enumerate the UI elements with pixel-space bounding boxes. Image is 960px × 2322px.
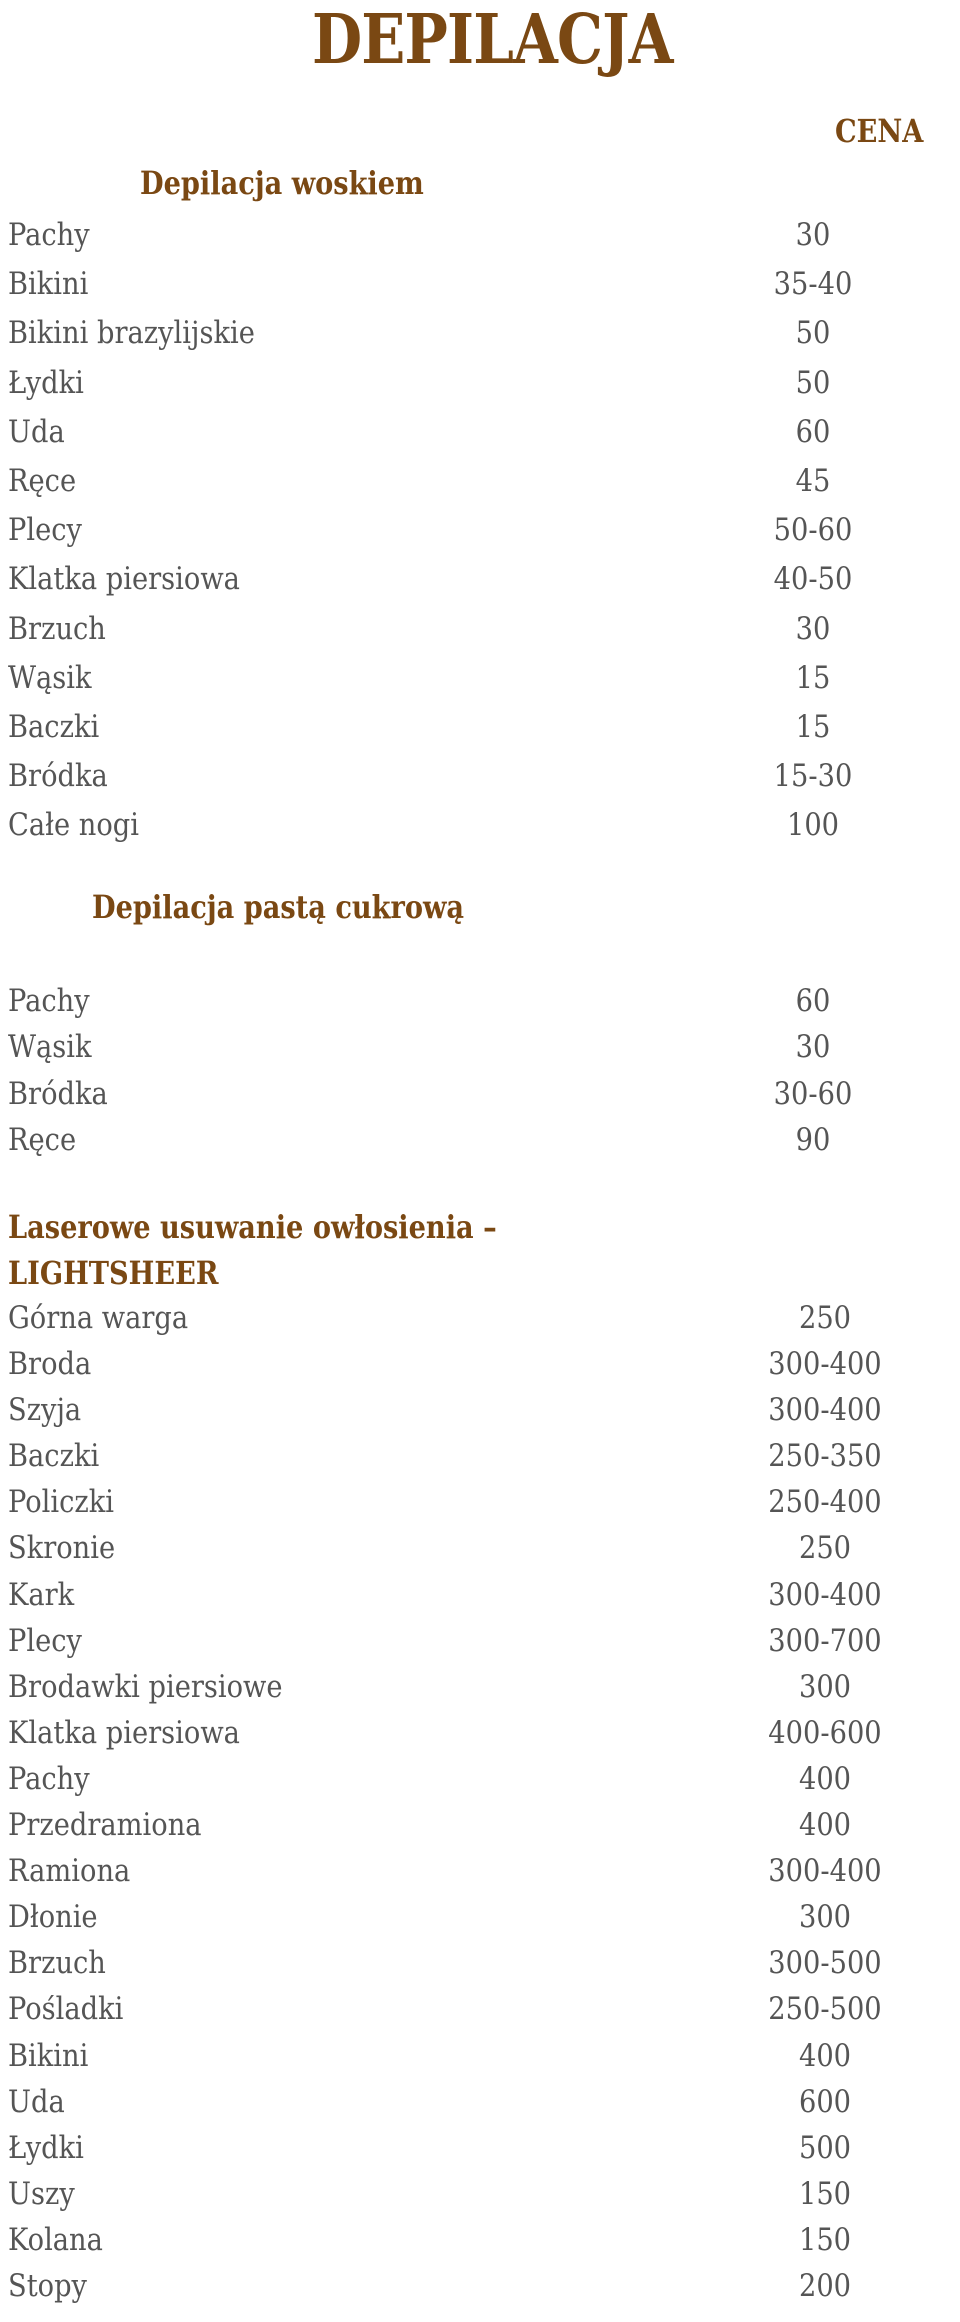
- service-price: 400: [798, 1807, 852, 1844]
- service-name: Uda: [8, 413, 65, 450]
- price-row: [8, 2263, 952, 2309]
- service-name: Ręce: [8, 1121, 77, 1158]
- price-row: [8, 408, 952, 457]
- service-name: Baczki: [8, 1438, 100, 1475]
- service-price: 200: [798, 2267, 852, 2304]
- price-row: [8, 1664, 952, 1710]
- price-row: [8, 555, 952, 604]
- section-heading-laser: Laserowe usuwanie owłosienia –: [8, 1208, 497, 1246]
- service-price: 90: [795, 1121, 831, 1158]
- service-price: 30: [795, 610, 831, 647]
- service-price: 400: [798, 2037, 852, 2074]
- service-name: Ramiona: [8, 1853, 131, 1890]
- service-price: 400: [798, 1760, 852, 1797]
- service-price: 600: [798, 2083, 852, 2120]
- price-row: [8, 1341, 952, 1387]
- service-name: Szyja: [8, 1392, 82, 1429]
- service-name: Brzuch: [8, 1945, 106, 1982]
- service-name: Pachy: [8, 217, 90, 253]
- service-name: Całe nogi: [8, 807, 139, 844]
- service-name: Stopy: [8, 2267, 87, 2304]
- price-row: [8, 1848, 952, 1894]
- service-name: Klatka piersiowa: [8, 1714, 240, 1751]
- service-name: Brodawki piersiowe: [8, 1668, 283, 1705]
- service-price: 60: [795, 983, 831, 1019]
- service-name: Klatka piersiowa: [8, 561, 240, 598]
- price-row: [8, 1940, 952, 1986]
- sugar-paste-price-list: [8, 978, 952, 1163]
- price-row: [8, 359, 952, 408]
- service-price: 35-40: [773, 266, 853, 303]
- service-price: 250-350: [768, 1438, 882, 1475]
- price-row: [8, 1295, 952, 1341]
- service-name: Baczki: [8, 708, 100, 745]
- service-price: 300: [798, 1899, 852, 1936]
- price-row: [8, 605, 952, 654]
- service-price: 300-400: [768, 1392, 882, 1429]
- service-price: 100: [786, 807, 840, 844]
- service-price: 150: [798, 2175, 852, 2212]
- service-name: Bródka: [8, 758, 108, 795]
- price-row: [8, 801, 952, 850]
- price-row: [8, 2217, 952, 2263]
- service-price: 50-60: [773, 512, 853, 549]
- service-price: 300-400: [768, 1576, 882, 1613]
- service-price: 500: [798, 2129, 852, 2166]
- service-name: Plecy: [8, 512, 82, 549]
- service-name: Plecy: [8, 1622, 82, 1659]
- service-price: 300-400: [768, 1346, 882, 1383]
- service-price: 250-400: [768, 1484, 882, 1521]
- service-price: 300-500: [768, 1945, 882, 1982]
- price-row: [8, 260, 952, 309]
- service-price: 250: [798, 1300, 852, 1336]
- service-name: Górna warga: [8, 1300, 189, 1336]
- price-row: [8, 1024, 952, 1070]
- service-price: 250-500: [768, 1991, 882, 2028]
- price-row: [8, 2171, 952, 2217]
- service-name: Wąsik: [8, 659, 92, 696]
- service-name: Przedramiona: [8, 1807, 202, 1844]
- service-price: 250: [798, 1530, 852, 1567]
- wax-price-list: [8, 211, 952, 850]
- service-name: Wąsik: [8, 1029, 92, 1066]
- service-price: 40-50: [773, 561, 853, 598]
- service-name: Kolana: [8, 2221, 103, 2258]
- price-column-header: CENA: [835, 112, 924, 150]
- price-row: [8, 703, 952, 752]
- price-row: [8, 1071, 952, 1117]
- price-row: [8, 1710, 952, 1756]
- service-name: Pachy: [8, 983, 90, 1019]
- service-price: 50: [795, 315, 831, 352]
- service-price: 30: [795, 217, 831, 253]
- price-row: [8, 506, 952, 555]
- service-name: Bródka: [8, 1075, 108, 1112]
- service-name: Brzuch: [8, 610, 106, 647]
- price-row: [8, 1117, 952, 1163]
- service-name: Pośladki: [8, 1991, 124, 2028]
- service-name: Łydki: [8, 364, 84, 401]
- service-price: 300-700: [768, 1622, 882, 1659]
- service-price: 150: [798, 2221, 852, 2258]
- price-row: [8, 1433, 952, 1479]
- service-name: Uda: [8, 2083, 65, 2120]
- service-price: 300-400: [768, 1853, 882, 1890]
- price-row: [8, 1479, 952, 1525]
- price-row: [8, 2125, 952, 2171]
- price-row: [8, 1572, 952, 1618]
- service-name: Skronie: [8, 1530, 116, 1567]
- service-price: 15-30: [773, 758, 853, 795]
- price-row: [8, 1525, 952, 1571]
- price-row: [8, 1894, 952, 1940]
- price-row: [8, 752, 952, 801]
- price-row: [8, 1802, 952, 1848]
- laser-price-list: [8, 1295, 952, 2309]
- price-row: [8, 1986, 952, 2032]
- service-price: 50: [795, 364, 831, 401]
- price-row: [8, 1756, 952, 1802]
- price-row: [8, 1618, 952, 1664]
- service-price: 30-60: [773, 1075, 853, 1112]
- price-row: [8, 457, 952, 506]
- service-price: 30: [795, 1029, 831, 1066]
- service-name: Łydki: [8, 2129, 84, 2166]
- price-row: [8, 654, 952, 703]
- service-name: Pachy: [8, 1760, 90, 1797]
- service-name: Uszy: [8, 2175, 75, 2212]
- price-row: [8, 1387, 952, 1433]
- section-heading-wax: Depilacja woskiem: [140, 164, 424, 202]
- service-name: Dłonie: [8, 1899, 98, 1936]
- service-name: Bikini: [8, 2037, 89, 2074]
- service-price: 15: [795, 659, 831, 696]
- service-name: Policzki: [8, 1484, 115, 1521]
- service-name: Ręce: [8, 462, 77, 499]
- service-price: 45: [795, 462, 831, 499]
- service-price: 15: [795, 708, 831, 745]
- page-title: DEPILACJA: [311, 0, 673, 80]
- service-name: Bikini: [8, 266, 89, 303]
- section-heading-laser-brand: LIGHTSHEER: [8, 1254, 219, 1292]
- price-row: [8, 2079, 952, 2125]
- price-row: [8, 309, 952, 358]
- price-row: [8, 978, 952, 1024]
- service-name: Bikini brazylijskie: [8, 315, 255, 352]
- price-row: [8, 2033, 952, 2079]
- service-price: 300: [798, 1668, 852, 1705]
- service-name: Kark: [8, 1576, 75, 1613]
- price-row: [8, 211, 952, 260]
- section-heading-sugar-paste: Depilacja pastą cukrową: [92, 888, 465, 926]
- service-name: Broda: [8, 1346, 92, 1383]
- service-price: 60: [795, 413, 831, 450]
- service-price: 400-600: [768, 1714, 882, 1751]
